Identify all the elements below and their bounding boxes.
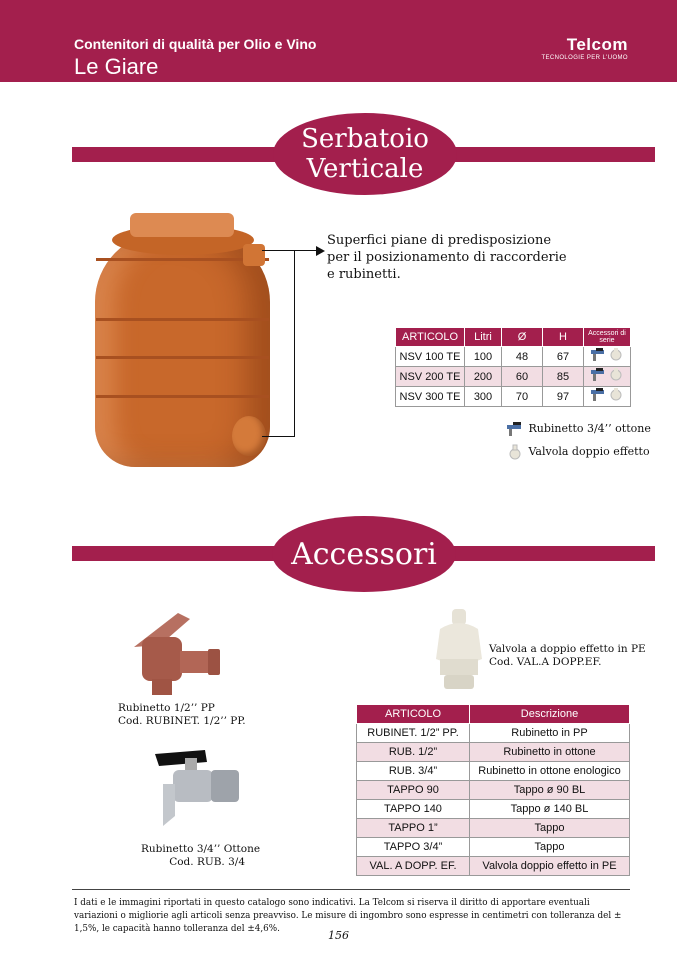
table-cell: Tappo ø 140 BL (470, 800, 630, 819)
table-cell: Rubinetto in ottone (470, 743, 630, 762)
table-header: Ø (502, 328, 543, 347)
table-cell: 85 (543, 367, 584, 387)
table-cell: 67 (543, 347, 584, 367)
tank-cap (130, 213, 234, 237)
catalog-subtitle: Contenitori di qualità per Olio e Vino (74, 36, 317, 52)
table-cell: 200 (465, 367, 502, 387)
table-cell: 60 (502, 367, 543, 387)
footer-divider (72, 889, 630, 890)
table-cell: NSV 100 TE (396, 347, 465, 367)
tank-ring (96, 318, 269, 321)
table-header: H (543, 328, 584, 347)
section-title-accessori: Accessori (272, 516, 456, 592)
telcom-logo (541, 36, 628, 62)
table-cell: VAL. A DOPP. EF. (357, 857, 470, 876)
table-row (357, 762, 630, 781)
legend-valve (505, 444, 650, 460)
connector-line (262, 250, 295, 251)
table-cell: 70 (502, 387, 543, 407)
logo-name: Telcom (566, 35, 628, 54)
tap-and-valve-icon (589, 387, 625, 403)
valve-caption (489, 643, 646, 669)
accessories-table (356, 704, 630, 876)
table-row (396, 387, 631, 407)
table-cell: Tappo (470, 838, 630, 857)
tank-flat-surface (243, 244, 265, 266)
connector-line (262, 436, 295, 437)
table-row (357, 838, 630, 857)
title-line2: Verticale (306, 154, 424, 184)
description-line: e rubinetti. (327, 267, 401, 282)
disclaimer: I dati e le immagini riportati in questo catalogo sono indicativi. La Telcom si riserva il diritto di apportare eventuali variazioni o migliorie agli articoli senza preavviso. Le misure di ingombro sono espresse in centimetri con tolleranza del ± 1,5%, le capacità hanno tolleranza del ±4,6%. (74, 898, 622, 934)
caption-line: Rubinetto 1/2’’ PP (118, 702, 215, 714)
tap-icon (505, 421, 525, 437)
table-cell: TAPPO 90 (357, 781, 470, 800)
description-line: per il posizionamento di raccorderie (327, 250, 567, 265)
brass-tap-image (145, 744, 245, 830)
catalog-title: Le Giare (74, 54, 159, 79)
table-cell: RUB. 3/4” (357, 762, 470, 781)
table-header: ARTICOLO (396, 328, 465, 347)
table-header: Accessori di serie (584, 328, 631, 347)
connector-line (295, 250, 317, 251)
table-cell: 100 (465, 347, 502, 367)
accessories-cell (584, 347, 631, 367)
table-header: ARTICOLO (357, 705, 470, 724)
table-cell: NSV 300 TE (396, 387, 465, 407)
table-row (357, 819, 630, 838)
description-line: Superfici piane di predisposizione (327, 233, 552, 248)
pp-tap-caption (118, 702, 246, 728)
accessories-cell (584, 387, 631, 407)
tank-ring (96, 395, 269, 398)
tap-and-valve-icon (589, 347, 625, 363)
title-line1: Serbatoio (301, 124, 429, 154)
table-row (396, 367, 631, 387)
table-cell: 48 (502, 347, 543, 367)
arrow-head-icon (316, 246, 325, 256)
legend-tap (505, 421, 651, 437)
caption-line: Cod. RUB. 3/4 (169, 856, 245, 868)
table-cell: RUB. 1/2” (357, 743, 470, 762)
tank-port (232, 416, 266, 456)
table-cell: 300 (465, 387, 502, 407)
valve-icon (505, 444, 525, 460)
table-cell: TAPPO 3/4” (357, 838, 470, 857)
caption-line: Cod. RUBINET. 1/2’’ PP. (118, 715, 246, 727)
table-row (357, 857, 630, 876)
legend-tap-label: Rubinetto 3/4’’ ottone (528, 422, 651, 435)
table-cell: RUBINET. 1/2” PP. (357, 724, 470, 743)
table-cell: Rubinetto in ottone enologico (470, 762, 630, 781)
table-cell: Tappo (470, 819, 630, 838)
table-row (357, 800, 630, 819)
valve-image (428, 607, 490, 693)
brass-tap-caption (141, 843, 261, 869)
table-row (357, 743, 630, 762)
logo-tagline: TECNOLOGIE PER L'UOMO (541, 55, 628, 61)
table-row (396, 347, 631, 367)
page-number: 156 (328, 929, 349, 942)
caption-line: Rubinetto 3/4’’ Ottone (141, 843, 261, 855)
table-cell: TAPPO 140 (357, 800, 470, 819)
legend-valve-label: Valvola doppio effetto (528, 445, 650, 458)
caption-line: Valvola a doppio effetto in PE (489, 643, 646, 655)
pp-tap-image (120, 607, 230, 699)
table-cell: NSV 200 TE (396, 367, 465, 387)
caption-line: Cod. VAL.A DOPP.EF. (489, 656, 602, 668)
tank-description (327, 232, 567, 283)
table-cell: Tappo ø 90 BL (470, 781, 630, 800)
table-cell: 97 (543, 387, 584, 407)
table-header: Descrizione (470, 705, 630, 724)
section-title-serbatoio (273, 113, 457, 195)
tap-and-valve-icon (589, 367, 625, 383)
table-header: Litri (465, 328, 502, 347)
tank-ring (96, 356, 269, 359)
table-cell: Valvola doppio effetto in PE (470, 857, 630, 876)
table-row (357, 781, 630, 800)
connector-line (294, 250, 295, 437)
table-row (357, 724, 630, 743)
table-cell: Rubinetto in PP (470, 724, 630, 743)
table-cell: TAPPO 1” (357, 819, 470, 838)
tank-spec-table (395, 327, 631, 407)
accessories-cell (584, 367, 631, 387)
